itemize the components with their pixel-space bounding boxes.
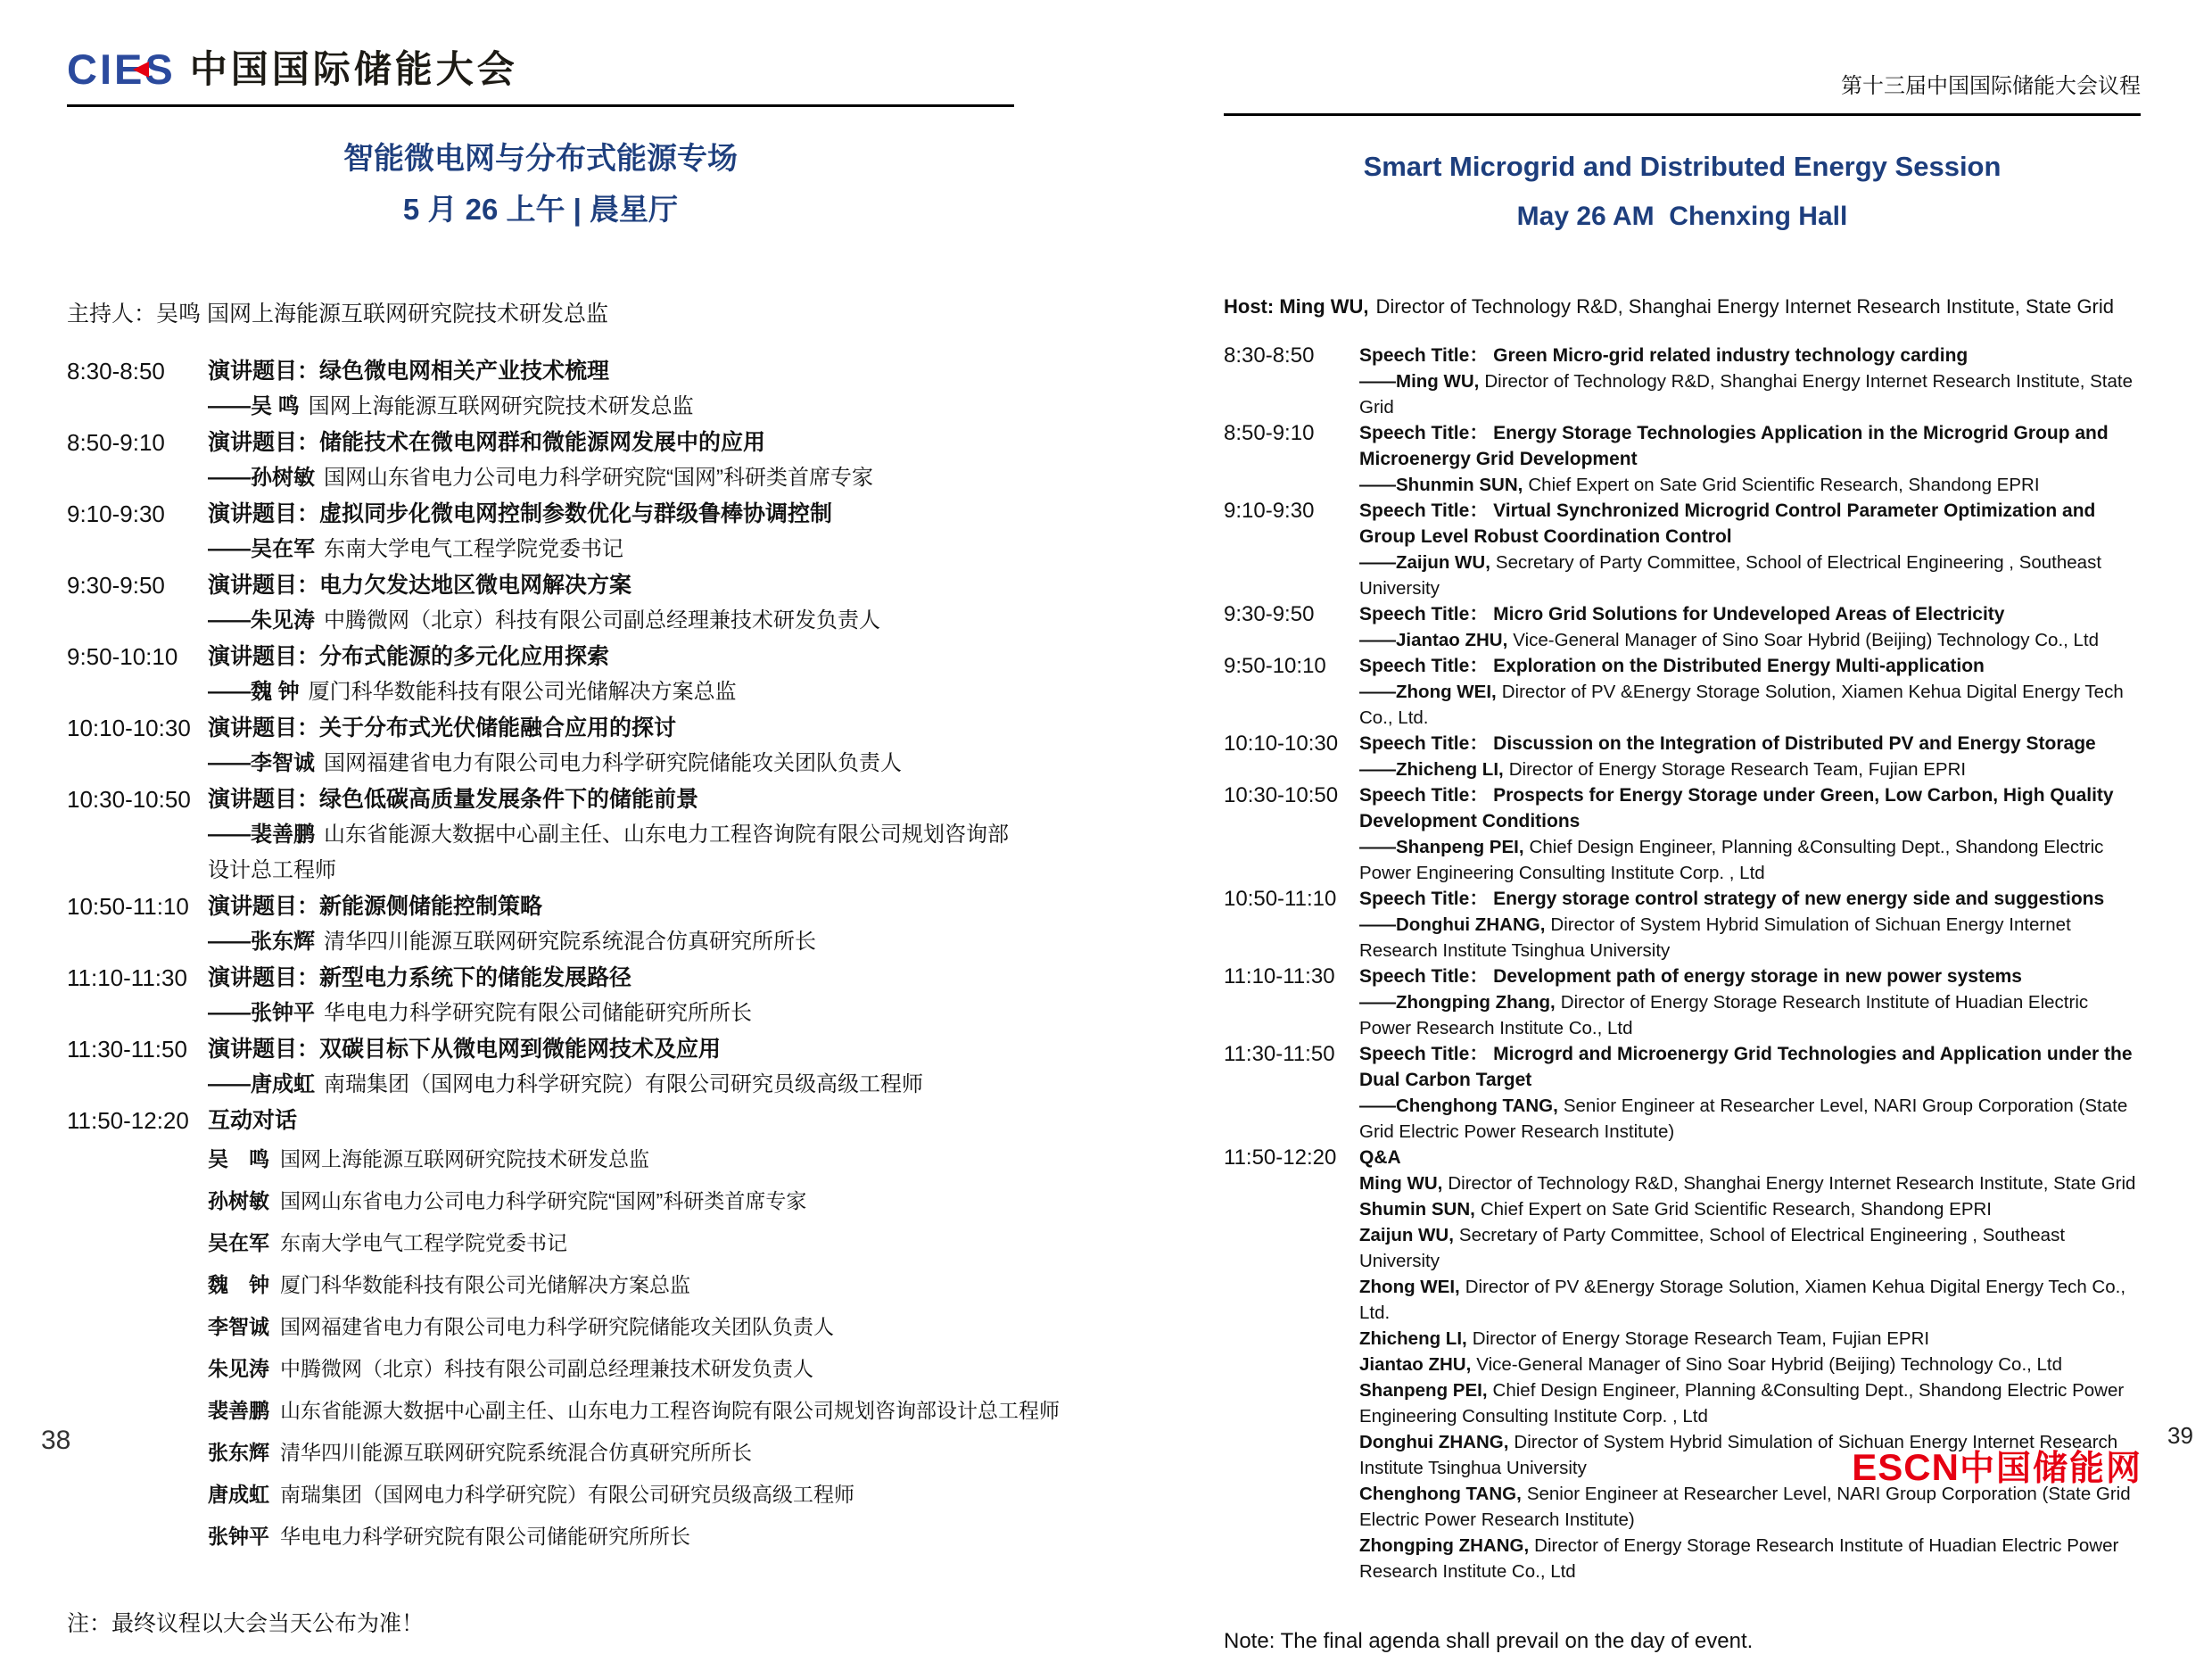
agenda-item [1224, 782, 2141, 886]
item-title: Speech Title： Discussion on the Integration of Distributed PV and Energy Storage [1359, 732, 2096, 754]
item-speaker-line [1359, 368, 2141, 420]
item-content [208, 425, 1014, 496]
item-title: Speech Title： Microgrd and Microenergy Grid Technologies and Application under the Dual Carbon Target [1359, 1043, 2133, 1090]
item-speaker-line [208, 460, 1014, 496]
agenda-item [67, 353, 1014, 425]
right-page [1224, 0, 2141, 1654]
item-title: 演讲题目：新型电力系统下的储能发展路径 [208, 965, 632, 991]
dialogue-participant [208, 1474, 1014, 1516]
participant-name: 吴在军 [208, 1231, 269, 1255]
item-time: 10:50-11:10 [67, 893, 189, 921]
qa-participant [1359, 1377, 2141, 1429]
item-time: 10:30-10:50 [1224, 782, 1339, 807]
item-time: 9:30-9:50 [1224, 601, 1315, 626]
speaker-affiliation: 南瑞集团（国网电力科学研究院）有限公司研究员级高级工程师 [324, 1072, 923, 1097]
qa-participant [1359, 1481, 2141, 1533]
item-content [1359, 1041, 2141, 1145]
speaker-name: ——Jiantao ZHU, [1359, 629, 1508, 650]
host-desc: Director of Technology R&D, Shanghai Energy Internet Research Institute, State Grid [1375, 294, 2115, 318]
participant-affiliation: 厦门科华数能科技有限公司光储解决方案总监 [280, 1273, 690, 1297]
item-content [208, 782, 1014, 889]
item-speaker-line [1359, 1093, 2141, 1145]
left-page [67, 0, 1060, 1638]
participant-affiliation: 南瑞集团（国网电力科学研究院）有限公司研究员级高级工程师 [280, 1483, 854, 1507]
logo-red-arrow-icon [133, 62, 149, 78]
item-content [208, 889, 1014, 960]
note-en: Note: The final agenda shall prevail on the day of event. [1224, 1628, 1754, 1653]
participant-desc: Director of Energy Storage Research Team, Fujian EPRI [1472, 1327, 1930, 1349]
item-title: 演讲题目：新能源侧储能控制策略 [208, 894, 543, 920]
cies-logo-letters [67, 45, 176, 93]
item-speaker-line [1359, 757, 2141, 782]
speaker-name: ——魏 钟 [208, 680, 300, 705]
agenda-item [1224, 963, 2141, 1041]
item-speaker-line [208, 532, 1014, 567]
host-name: Host: Ming WU, [1224, 294, 1369, 318]
dialogue-label: 互动对话 [208, 1108, 298, 1134]
cies-logo-chinese: 中国国际储能大会 [189, 47, 518, 90]
right-header-title: 第十三届中国国际储能大会议程 [1841, 74, 2141, 98]
participant-desc: Chief Design Engineer, Planning &Consulting Dept., Shandong Electric Power Engineering Consulting Institute Corp. , Ltd [1359, 1379, 2125, 1427]
item-content [1359, 886, 2141, 963]
item-speaker-line [208, 1067, 1014, 1103]
participant-name: 孙树敏 [208, 1189, 269, 1213]
host-line-cn: 主持人：吴鸣 国网上海能源互联网研究院技术研发总监 [67, 302, 608, 327]
agenda-item [67, 782, 1014, 889]
speaker-affiliation: Vice-General Manager of Sino Soar Hybrid (Beijing) Technology Co., Ltd [1513, 629, 2100, 650]
item-speaker-line [1359, 989, 2141, 1041]
item-time: 8:30-8:50 [1224, 343, 1315, 368]
item-speaker-line [1359, 627, 2141, 653]
participant-name: 朱见涛 [208, 1357, 269, 1381]
item-speaker-line [208, 817, 1014, 889]
participant-name: 张东辉 [208, 1441, 269, 1465]
agenda-list-en [1224, 343, 2141, 1584]
cies-logo-text: CIES [67, 45, 176, 93]
speaker-name: ——Zhicheng LI, [1359, 758, 1504, 780]
item-speaker-line [208, 746, 1014, 782]
item-content [1359, 731, 2141, 782]
item-content [208, 960, 1014, 1031]
item-time: 8:50-9:10 [67, 429, 165, 457]
speaker-name: ——唐成虹 [208, 1072, 315, 1097]
dialogue-participant [208, 1264, 1014, 1306]
participant-desc: Director of PV &Energy Storage Solution, Xiamen Kehua Digital Energy Tech Co., Ltd. [1359, 1276, 2126, 1323]
item-speaker-line [208, 603, 1014, 639]
participant-affiliation: 华电电力科学研究院有限公司储能研究所所长 [280, 1525, 690, 1549]
item-content [1359, 343, 2141, 420]
item-time: 10:50-11:10 [1224, 886, 1337, 911]
participant-desc: Chief Expert on Sate Grid Scientific Research, Shandong EPRI [1480, 1198, 1993, 1220]
participant-name: Shanpeng PEI, [1359, 1379, 1488, 1401]
item-time: 10:10-10:30 [67, 715, 191, 742]
agenda-item [1224, 653, 2141, 731]
item-time: 10:30-10:50 [67, 786, 191, 814]
item-title: Speech Title： Exploration on the Distributed Energy Multi-application [1359, 655, 1985, 676]
agenda-item [1224, 731, 2141, 782]
item-title: Speech Title： Micro Grid Solutions for Undeveloped Areas of Electricity [1359, 603, 2005, 624]
dialogue-participant [208, 1432, 1014, 1474]
speaker-affiliation: Director of System Hybrid Simulation of Sichuan Energy Internet Research Institute Tsinghua University [1359, 914, 2071, 961]
agenda-item [67, 710, 1014, 782]
item-title: 演讲题目：储能技术在微电网群和微能源网发展中的应用 [208, 430, 766, 456]
qa-participant [1359, 1274, 2141, 1326]
item-title: 演讲题目：电力欠发达地区微电网解决方案 [208, 573, 632, 599]
item-speaker-line [208, 996, 1014, 1031]
item-time: 11:10-11:30 [1224, 963, 1335, 988]
item-title: Speech Title： Virtual Synchronized Microgrid Control Parameter Optimization and Group Level Robust Coordination Control [1359, 500, 2096, 547]
speaker-name: ——Zhong WEI, [1359, 681, 1497, 702]
speaker-affiliation: 国网上海能源互联网研究院技术研发总监 [308, 394, 694, 419]
qa-label: Q&A [1359, 1146, 1401, 1168]
qa-participant [1359, 1352, 2141, 1377]
speaker-name: ——Chenghong TANG, [1359, 1095, 1558, 1116]
speaker-name: ——Zhongping Zhang, [1359, 991, 1556, 1013]
item-content [208, 567, 1014, 639]
participant-name: 张钟平 [208, 1525, 269, 1549]
item-title: Speech Title： Development path of energy storage in new power systems [1359, 965, 2022, 987]
item-content [1359, 963, 2141, 1041]
participant-name: 魏 钟 [208, 1273, 269, 1297]
speaker-name: ——Ming WU, [1359, 370, 1480, 392]
item-title: 演讲题目：分布式能源的多元化应用探索 [208, 644, 610, 670]
speaker-name: ——孙树敏 [208, 466, 315, 491]
left-header [67, 0, 1014, 107]
speaker-affiliation: 厦门科华数能科技有限公司光储解决方案总监 [308, 680, 737, 705]
participant-affiliation: 山东省能源大数据中心副主任、山东电力工程咨询院有限公司规划咨询部设计总工程师 [280, 1399, 1060, 1423]
session-title-cn-line1: 智能微电网与分布式能源专场 [343, 142, 738, 176]
dialogue-participant [208, 1306, 1014, 1348]
qa-participant [1359, 1222, 2141, 1274]
speaker-name: ——裴善鹏 [208, 823, 315, 848]
item-time: 9:50-10:10 [67, 643, 178, 671]
participant-name: Zaijun WU, [1359, 1224, 1454, 1245]
speaker-affiliation: Director of Technology R&D, Shanghai Energy Internet Research Institute, State Grid [1359, 370, 2134, 418]
item-title: 演讲题目：绿色低碳高质量发展条件下的储能前景 [208, 787, 699, 813]
item-title: Speech Title： Prospects for Energy Storage under Green, Low Carbon, High Quality Development Conditions [1359, 784, 2114, 831]
item-title: 演讲题目：绿色微电网相关产业技术梳理 [208, 359, 610, 385]
agenda-item [67, 496, 1014, 567]
dialogue-content [208, 1103, 1060, 1558]
item-title: Speech Title： Energy Storage Technologies Application in the Microgrid Group and Microenergy Grid Development [1359, 422, 2109, 469]
participant-name: Shumin SUN, [1359, 1198, 1475, 1220]
speaker-affiliation: Director of Energy Storage Research Team, Fujian EPRI [1508, 758, 1967, 780]
item-title: 演讲题目：关于分布式光伏储能融合应用的探讨 [208, 715, 677, 741]
item-speaker-line [208, 924, 1014, 960]
agenda-item [67, 960, 1014, 1031]
agenda-item [67, 1031, 1014, 1103]
speaker-name: ——Shunmin SUN, [1359, 474, 1523, 495]
item-time: 8:30-8:50 [67, 358, 165, 385]
participant-name: Zhong WEI, [1359, 1276, 1460, 1297]
speaker-affiliation: 清华四川能源互联网研究院系统混合仿真研究所所长 [324, 930, 816, 955]
item-title: Speech Title： Energy storage control strategy of new energy side and suggestions [1359, 888, 2105, 909]
participant-affiliation: 清华四川能源互联网研究院系统混合仿真研究所所长 [280, 1441, 752, 1465]
item-speaker-line [208, 674, 1014, 710]
item-content [1359, 601, 2141, 653]
agenda-item [1224, 1041, 2141, 1145]
agenda-item [1224, 498, 2141, 601]
item-content [1359, 420, 2141, 498]
speaker-affiliation: 国网福建省电力有限公司电力科学研究院储能攻关团队负责人 [324, 751, 902, 776]
agenda-item [1224, 886, 2141, 963]
right-header-divider [1224, 113, 2141, 116]
item-speaker-line [1359, 550, 2141, 601]
speaker-affiliation: 国网山东省电力公司电力科学研究院“国网”科研类首席专家 [324, 466, 873, 491]
dialogue-block [67, 1103, 1060, 1558]
item-content [208, 353, 1014, 425]
speaker-name: ——李智诚 [208, 751, 315, 776]
dialogue-participant [208, 1348, 1014, 1390]
escn-logo [1852, 1446, 2142, 1488]
participant-affiliation: 国网山东省电力公司电力科学研究院“国网”科研类首席专家 [280, 1189, 807, 1213]
item-speaker-line [1359, 472, 2141, 498]
session-title-en-line1: Smart Microgrid and Distributed Energy Session [1363, 151, 2002, 182]
item-content [1359, 782, 2141, 886]
note-cn: 注：最终议程以大会当天公布为准！ [67, 1611, 425, 1637]
participant-affiliation: 东南大学电气工程学院党委书记 [280, 1231, 567, 1255]
dialogue-participant [208, 1138, 1014, 1180]
participant-affiliation: 国网福建省电力有限公司电力科学研究院储能攻关团队负责人 [280, 1315, 834, 1339]
speaker-affiliation: Chief Design Engineer, Planning &Consulting Dept., Shandong Electric Power Engineering Consulting Institute Corp. , Ltd [1359, 836, 2104, 883]
participant-name: 裴善鹏 [208, 1399, 269, 1423]
speaker-name: ——吴 鸣 [208, 394, 300, 419]
session-title-en [1224, 148, 2141, 236]
escn-logo-en: ESCN [1852, 1446, 1960, 1488]
item-content [1359, 498, 2141, 601]
agenda-item [67, 639, 1014, 710]
agenda-list-cn [67, 353, 1060, 1558]
speaker-affiliation: Secretary of Party Committee, School of Electrical Engineering , Southeast University [1359, 551, 2102, 599]
item-content [208, 1031, 1014, 1103]
item-speaker-line [208, 389, 1014, 425]
agenda-item [1224, 420, 2141, 498]
left-header-divider [67, 104, 1014, 107]
qa-participant [1359, 1533, 2141, 1584]
item-content [208, 710, 1014, 782]
participant-name: 吴 鸣 [208, 1147, 269, 1171]
participant-desc: Director of System Hybrid Simulation of Sichuan Energy Internet Research Institute Tsinghua University [1359, 1431, 2118, 1478]
page-number-left: 38 [41, 1426, 71, 1455]
speaker-affiliation: Chief Expert on Sate Grid Scientific Research, Shandong EPRI [1528, 474, 2040, 495]
item-speaker-line [1359, 834, 2141, 886]
item-time: 9:10-9:30 [1224, 498, 1315, 523]
speaker-affiliation: 华电电力科学研究院有限公司储能研究所所长 [324, 1001, 752, 1026]
dialogue-participant [208, 1516, 1014, 1558]
dialogue-participant [208, 1180, 1014, 1222]
participant-affiliation: 国网上海能源互联网研究院技术研发总监 [280, 1147, 649, 1171]
participant-name: Donghui ZHANG, [1359, 1431, 1509, 1452]
speaker-affiliation: Director of Energy Storage Research Institute of Huadian Electric Power Research Institute Co., Ltd [1359, 991, 2089, 1038]
speaker-name: ——Shanpeng PEI, [1359, 836, 1524, 857]
item-title: 演讲题目：双碳目标下从微电网到微能网技术及应用 [208, 1037, 722, 1063]
speaker-name: ——朱见涛 [208, 608, 315, 633]
item-content [208, 496, 1014, 567]
item-time: 8:50-9:10 [1224, 420, 1315, 445]
qa-block [1224, 1145, 2141, 1584]
item-time: 9:30-9:50 [67, 572, 165, 600]
dialogue-participant [208, 1222, 1014, 1264]
item-time: 11:10-11:30 [67, 964, 187, 992]
right-header [1224, 0, 2141, 116]
item-speaker-line [1359, 679, 2141, 731]
agenda-item [67, 567, 1014, 639]
session-title-cn-line2: 5 月 26 上午 | 晨星厅 [402, 192, 679, 226]
speaker-affiliation: 东南大学电气工程学院党委书记 [324, 537, 623, 562]
item-speaker-line [1359, 912, 2141, 963]
dialogue-participant [208, 1390, 1060, 1432]
speaker-name: ——吴在军 [208, 537, 315, 562]
participant-name: Zhicheng LI, [1359, 1327, 1467, 1349]
qa-participant [1359, 1170, 2141, 1196]
participant-name: Ming WU, [1359, 1172, 1443, 1194]
item-time: 11:30-11:50 [67, 1036, 187, 1063]
item-content [208, 639, 1014, 710]
host-line-en [1224, 294, 2141, 321]
participant-desc: Director of Technology R&D, Shanghai Energy Internet Research Institute, State Grid [1448, 1172, 2136, 1194]
item-content [1359, 653, 2141, 731]
participant-name: 李智诚 [208, 1315, 269, 1339]
speaker-name: ——张钟平 [208, 1001, 315, 1026]
agenda-item [1224, 343, 2141, 420]
page-number-right: 39 [2167, 1422, 2193, 1449]
participant-affiliation: 中腾微网（北京）科技有限公司副总经理兼技术研发负责人 [280, 1357, 813, 1381]
speaker-name: ——Zaijun WU, [1359, 551, 1490, 573]
speaker-affiliation: Director of PV &Energy Storage Solution, Xiamen Kehua Digital Energy Tech Co., Ltd. [1359, 681, 2124, 728]
participant-desc: Director of Energy Storage Research Institute of Huadian Electric Power Research Institute Co., Ltd [1359, 1534, 2119, 1582]
item-time: 11:30-11:50 [1224, 1041, 1335, 1066]
agenda-item [67, 889, 1014, 960]
agenda-item [1224, 601, 2141, 653]
participant-desc: Secretary of Party Committee, School of Electrical Engineering , Southeast University [1359, 1224, 2066, 1271]
qa-participant [1359, 1196, 2141, 1222]
escn-logo-cn: 中国储能网 [1959, 1450, 2142, 1488]
participant-name: Zhongping ZHANG, [1359, 1534, 1530, 1556]
item-time: 11:50-12:20 [1224, 1145, 1337, 1170]
session-title-cn [67, 139, 1014, 231]
item-time: 10:10-10:30 [1224, 731, 1339, 756]
speaker-name: ——张东辉 [208, 930, 315, 955]
session-title-en-line2: May 26 AM Chenxing Hall [1516, 201, 1848, 231]
participant-name: Jiantao ZHU, [1359, 1353, 1472, 1375]
item-time: 11:50-12:20 [67, 1107, 189, 1135]
item-time: 9:10-9:30 [67, 500, 165, 528]
item-title: Speech Title： Green Micro-grid related industry technology carding [1359, 344, 1969, 366]
speaker-affiliation: 山东省能源大数据中心副主任、山东电力工程咨询院有限公司规划咨询部设计总工程师 [208, 823, 1009, 883]
speaker-affiliation: 中腾微网（北京）科技有限公司副总经理兼技术研发负责人 [324, 608, 880, 633]
qa-content [1359, 1145, 2141, 1584]
speaker-affiliation: Senior Engineer at Researcher Level, NARI Group Corporation (State Grid Electric Power Research Institute) [1359, 1095, 2128, 1142]
participant-name: 唐成虹 [208, 1483, 269, 1507]
item-title: 演讲题目：虚拟同步化微电网控制参数优化与群级鲁棒协调控制 [208, 501, 833, 527]
participant-name: Chenghong TANG, [1359, 1483, 1522, 1504]
speaker-name: ——Donghui ZHANG, [1359, 914, 1546, 935]
item-time: 9:50-10:10 [1224, 653, 1326, 678]
cies-logo [67, 45, 1014, 93]
participant-desc: Vice-General Manager of Sino Soar Hybrid (Beijing) Technology Co., Ltd [1476, 1353, 2063, 1375]
agenda-item [67, 425, 1014, 496]
qa-participant [1359, 1326, 2141, 1352]
participant-desc: Senior Engineer at Researcher Level, NARI Group Corporation (State Grid Electric Power Research Institute) [1359, 1483, 2131, 1530]
